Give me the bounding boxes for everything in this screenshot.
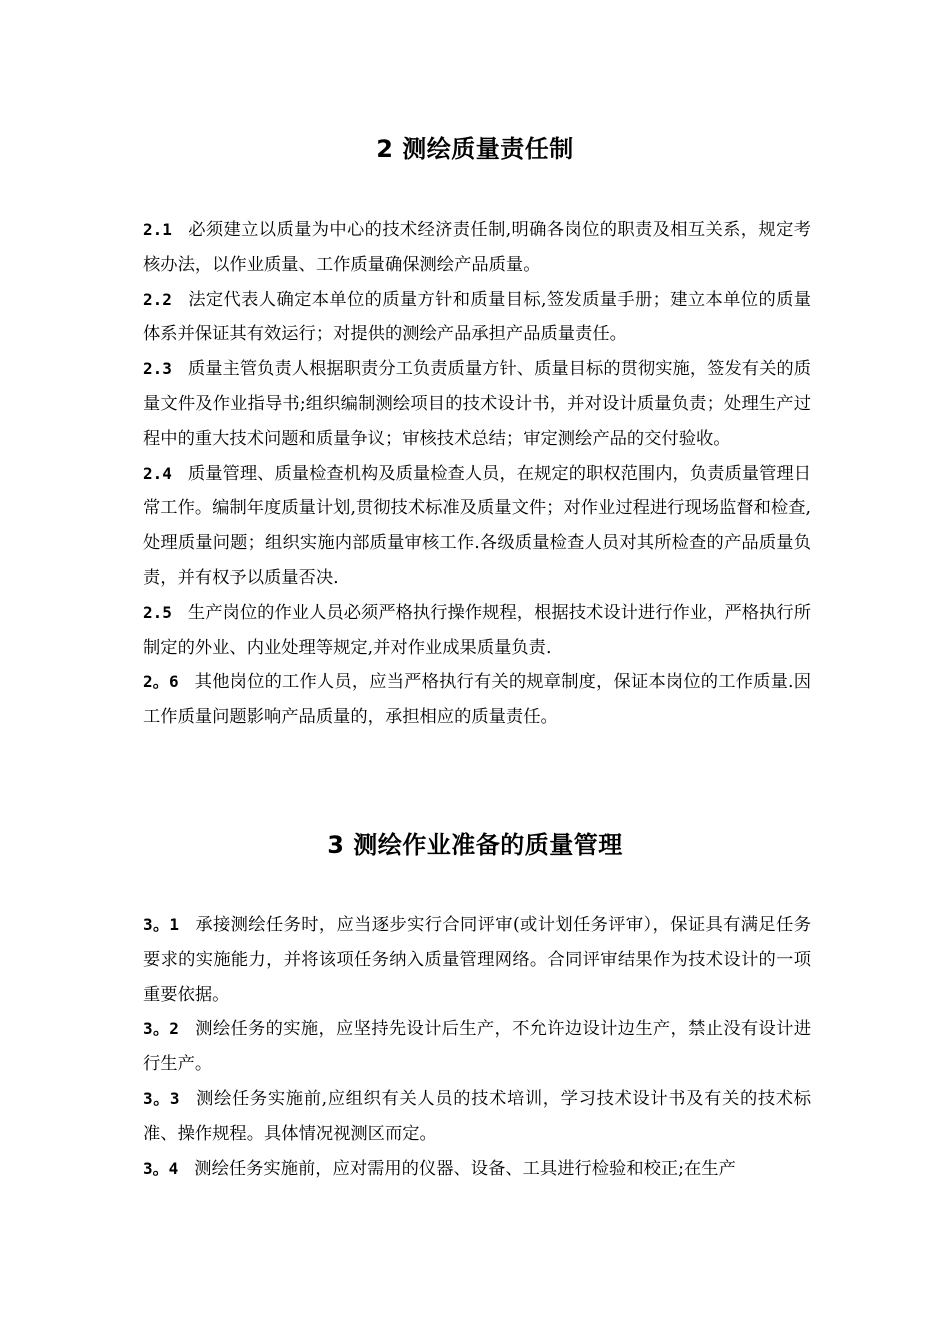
clause-number: 2.5 xyxy=(143,602,172,622)
clause-text: 法定代表人确定本单位的质量方针和质量目标,签发质量手册；建立本单位的质量体系并保证其有效运行；对提供的测绘产品承担产品质量责任。 xyxy=(143,289,811,345)
clause-text: 测绘任务实施前，应对需用的仪器、设备、工具进行检验和校正;在生产 xyxy=(194,1158,736,1179)
clause-text: 测绘任务实施前,应组织有关人员的技术培训，学习技术设计书及有关的技术标准、操作规程。具体情况视测区而定。 xyxy=(143,1088,811,1144)
clause-number: 3。3 xyxy=(143,1088,180,1108)
clause-text: 必须建立以质量为中心的技术经济责任制,明确各岗位的职责及相互关系，规定考核办法，以作业质量、工作质量确保测绘产品质量。 xyxy=(143,220,811,275)
section-2-body xyxy=(143,213,811,735)
section-2-heading: 2 测绘质量责任制 xyxy=(376,135,574,163)
clause-text: 质量管理、质量检查机构及质量检查人员，在规定的职权范围内，负责质量管理日常工作。编制年度质量计划,贯彻技术标准及质量文件；对作业过程进行现场监督和检查,处理质量问题；组织实施内部质量审核工作.各级质量检查人员对其所检查的产品质量负责，并有权予以质量否决. xyxy=(143,463,811,588)
clause-number: 3。4 xyxy=(143,1158,179,1178)
section-3-body xyxy=(143,908,811,1186)
clause-2-4 xyxy=(143,457,811,596)
clause-3-3 xyxy=(143,1082,811,1152)
clause-text: 测绘任务的实施，应坚持先设计后生产，不允许边设计边生产，禁止没有设计进行生产。 xyxy=(143,1019,811,1075)
clause-number: 2。6 xyxy=(143,672,179,692)
section-3-heading: 3 测绘作业准备的质量管理 xyxy=(327,831,623,859)
clause-text: 质量主管负责人根据职责分工负责质量方针、质量目标的贯彻实施，签发有关的质量文件及作业指导书;组织编制测绘项目的技术设计书，并对设计质量负责；处理生产过程中的重大技术问题和质量争议；审核技术总结；审定测绘产品的交付验收。 xyxy=(143,359,811,449)
clause-number: 2.1 xyxy=(143,220,172,239)
clause-2-3 xyxy=(143,352,811,456)
clause-text: 生产岗位的作业人员必须严格执行操作规程，根据技术设计进行作业，严格执行所制定的外业、内业处理等规定,并对作业成果质量负责. xyxy=(143,602,811,658)
clause-2-1 xyxy=(143,213,811,283)
clause-2-2 xyxy=(143,283,811,353)
clause-number: 2.4 xyxy=(143,463,172,483)
clause-3-2 xyxy=(143,1012,811,1082)
clause-2-5 xyxy=(143,596,811,666)
clause-number: 3。1 xyxy=(143,915,179,934)
clause-3-4 xyxy=(143,1152,811,1187)
clause-number: 2.3 xyxy=(143,359,172,379)
clause-text: 其他岗位的工作人员，应当严格执行有关的规章制度，保证本岗位的工作质量.因工作质量问题影响产品质量的，承担相应的质量责任。 xyxy=(143,672,811,728)
clause-3-1 xyxy=(143,908,811,1012)
clause-number: 3。2 xyxy=(143,1019,179,1039)
clause-number: 2.2 xyxy=(143,289,172,309)
clause-2-6 xyxy=(143,665,811,735)
clause-text: 承接测绘任务时，应当逐步实行合同评审(或计划任务评审），保证具有满足任务要求的实施能力，并将该项任务纳入质量管理网络。合同评审结果作为技术设计的一项重要依据。 xyxy=(143,915,811,1005)
